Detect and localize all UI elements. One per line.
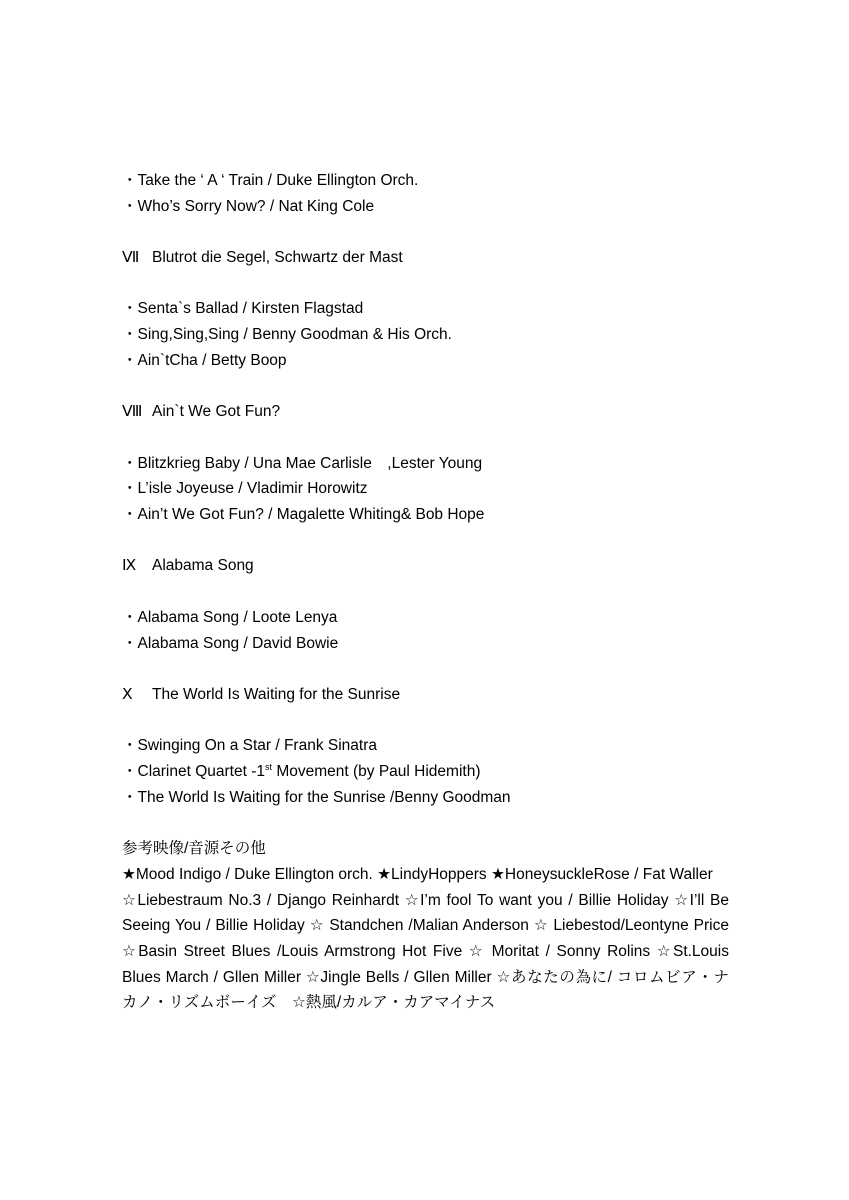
section-8-heading [122,399,729,425]
list-item: ・Alabama Song / Loote Lenya [122,608,338,626]
list-item: ・Ain`tCha / Betty Boop [122,351,287,369]
references-title: 参考映像/音源その他 [122,840,266,858]
section-9-list [122,605,729,656]
list-item: ・Senta`s Ballad / Kirsten Flagstad [122,300,364,318]
list-item: ・Alabama Song / David Bowie [122,634,339,652]
references-paragraph-2: ☆Liebestraum No.3 / Django Reinhardt ☆I’m fool To want you / Billie Holiday ☆I’ll Be Seeing You / Billie Holiday ☆ Standchen /Malian Anderson ☆ Liebestod/Leontyne Price ☆Basin Street Blues /Louis Armstrong Hot Five ☆ Moritat / Sonny Rolins ☆St.Louis Blues March / Gllen Miller ☆Jingle Bells / Gllen Miller ☆あなたの為に/ コロムビア・ナカノ・リズムボーイズ ☆熱風/カルア・カアマイナス [122,891,729,1012]
section-title: Alabama Song [152,557,254,575]
references-paragraph-1: ★Mood Indigo / Duke Ellington orch. ★LindyHoppers ★HoneysuckleRose / Fat Waller [122,865,713,883]
list-item: ・Sing,Sing,Sing / Benny Goodman & His Orch. [122,326,452,344]
section-9-heading [122,553,729,579]
section-numeral: Ⅶ [122,249,140,267]
list-item: ・Take the ‘ A ‘ Train / Duke Ellington Orch. [122,172,419,189]
section-numeral: Ⅸ [122,557,137,575]
list-item: ・Blitzkrieg Baby / Una Mae Carlisle ,Lester Young [122,454,483,472]
section-numeral: Ⅷ [122,403,143,421]
section-title: Blutrot die Segel, Schwartz der Mast [152,249,403,267]
list-item: ・Who’s Sorry Now? / Nat King Cole [122,197,375,215]
list-item: ・L’isle Joyeuse / Vladimir Horowitz [122,480,368,498]
section-7-list [122,296,729,373]
section-title: Ain`t We Got Fun? [152,403,281,421]
section-10-list [122,733,729,810]
list-item: ・The World Is Waiting for the Sunrise /Benny Goodman [122,788,511,806]
section-6-list [122,168,729,219]
section-8-list [122,451,729,528]
list-item: ・Clarinet Quartet -1st Movement (by Paul Hidemith) [122,762,481,781]
section-7-heading [122,245,729,271]
section-title: The World Is Waiting for the Sunrise [152,685,401,703]
section-numeral: Ⅹ [122,685,133,703]
list-item: ・Ain’t We Got Fun? / Magalette Whiting& Bob Hope [122,506,485,524]
document-page [122,168,729,1016]
list-item: ・Swinging On a Star / Frank Sinatra [122,737,378,755]
section-10-heading [122,682,729,708]
